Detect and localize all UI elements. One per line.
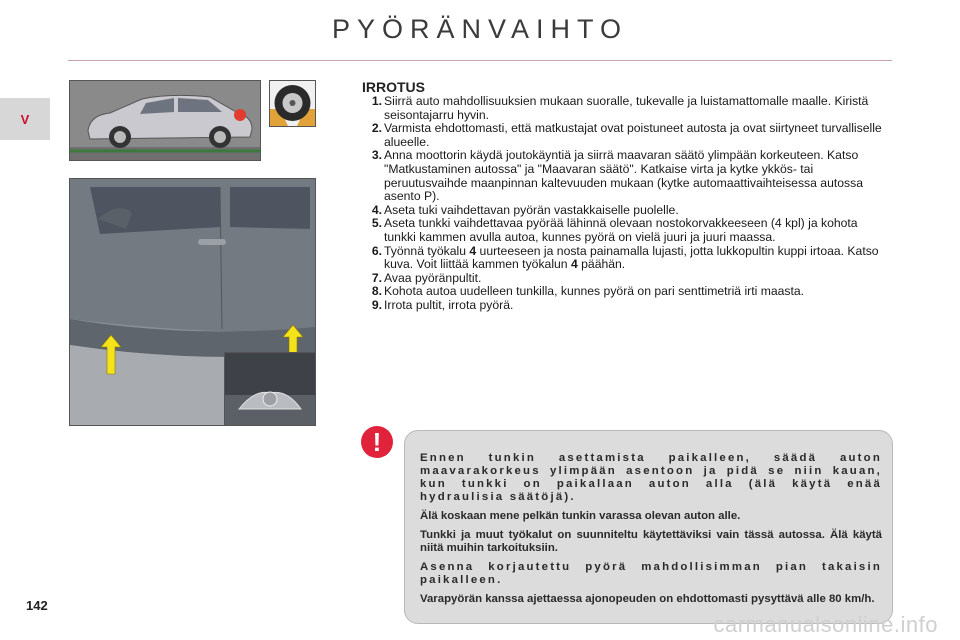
step-number: 2. (371, 121, 382, 136)
watermark: carmanualsonline.info (713, 612, 938, 637)
title-divider (68, 60, 892, 61)
step-item (362, 245, 892, 272)
step-number: 1. (371, 94, 382, 108)
warning-paragraph: Asenna korjautettu pyörä mahdollisimman pian takaisin paikalleen. (420, 561, 882, 586)
step-number: 5. (371, 216, 382, 231)
exclamation-icon: ! (361, 426, 393, 458)
step-text: Varmista ehdottomasti, että matkustajat ovat poistuneet autosta ja ovat siirtyneet turvalliselle alueelle. (384, 121, 882, 149)
page-title: PYÖRÄNVAIHTO (331, 14, 629, 44)
step-text-part: Työnnä työkalu (384, 243, 470, 258)
step-text-part: päähän. (577, 257, 626, 272)
step-number: 4. (371, 202, 382, 217)
step-item (362, 299, 892, 313)
warning-paragraph: Älä koskaan mene pelkän tunkin varassa olevan auton alle. (420, 510, 741, 522)
step-item (362, 285, 892, 299)
step-text: Aseta tuki vaihdettavan pyörän vastakkaiselle puolelle. (384, 202, 679, 217)
step-number: 6. (371, 243, 382, 258)
step-text (384, 245, 892, 272)
tool-number: 4 (570, 257, 578, 272)
step-number: 9. (371, 297, 382, 312)
step-item (362, 122, 892, 149)
step-text: Aseta tunkki vaihdettavaa pyörää lähinnä olevaan nostokorvakkeeseen (4 kpl) ja kohota tunkki kammen avulla autoa, kunnes pyörä on vielä juuri ja juuri maassa. (384, 216, 858, 244)
section-title: IRROTUS (362, 79, 425, 95)
warning-paragraph: Varapyörän kanssa ajettaessa ajonopeuden on ehdottomasti pysyttävä alle 80 km/h. (420, 593, 875, 605)
step-text: Avaa pyöränpultit. (384, 270, 482, 285)
step-text-part: uurteeseen ja nosta painamalla lujasti, jotta lukkopultin kuppi irtoaa. Katso kuva. Voit liittää kammen työkalun (384, 243, 879, 272)
warning-paragraph: Tunkki ja muut työkalut on suunniteltu käytettäviksi vain tässä autossa. Älä käytä niitä muihin tarkoituksiin. (420, 529, 882, 554)
page-number: 142 (26, 598, 48, 613)
step-item (362, 217, 892, 244)
step-number: 7. (371, 270, 382, 285)
chapter-tab-label: V (20, 111, 30, 127)
step-item (362, 272, 892, 286)
warning-paragraph: Ennen tunkin asettamista paikalleen, säädä auton maavarakorkeus ylimpään asentoon ja pidä se niin kauan, kun tunkki on paikallaan auton alla (älä käytä enää hydraulisia säätöjä). (420, 452, 882, 503)
wheel-chock-illustration (269, 80, 316, 127)
car-side-illustration (69, 80, 261, 161)
tool-number: 4 (469, 243, 477, 258)
step-text: Kohota autoa uudelleen tunkilla, kunnes pyörä on pari senttimetriä irti maasta. (384, 284, 805, 299)
step-text: Irrota pultit, irrota pyörä. (384, 297, 514, 312)
step-text: Anna moottorin käydä joutokäyntiä ja siirrä maavaran säätö ylimpään korkeuteen. Katso "Matkustaminen autossa" ja "Maavaran säätö". Katkaise virta ja kytke ykkös- tai peruutusvaihde maanpinnan kaltevuuden mukaan (kytke automaattivaihteisessa autossa asento P). (384, 148, 863, 204)
step-number: 3. (371, 148, 382, 163)
jack-detail-inset (224, 352, 316, 426)
removal-steps-list (362, 95, 892, 313)
step-item (362, 149, 892, 203)
step-item (362, 95, 892, 122)
chapter-tab[interactable] (0, 98, 50, 140)
step-text: Siirrä auto mahdollisuuksien mukaan suoralle, tukevalle ja luistamattomalle maalle. Kiristä seisontajarru hyvin. (384, 94, 869, 122)
step-item (362, 204, 892, 218)
warning-text (420, 452, 882, 612)
step-number: 8. (371, 284, 382, 299)
